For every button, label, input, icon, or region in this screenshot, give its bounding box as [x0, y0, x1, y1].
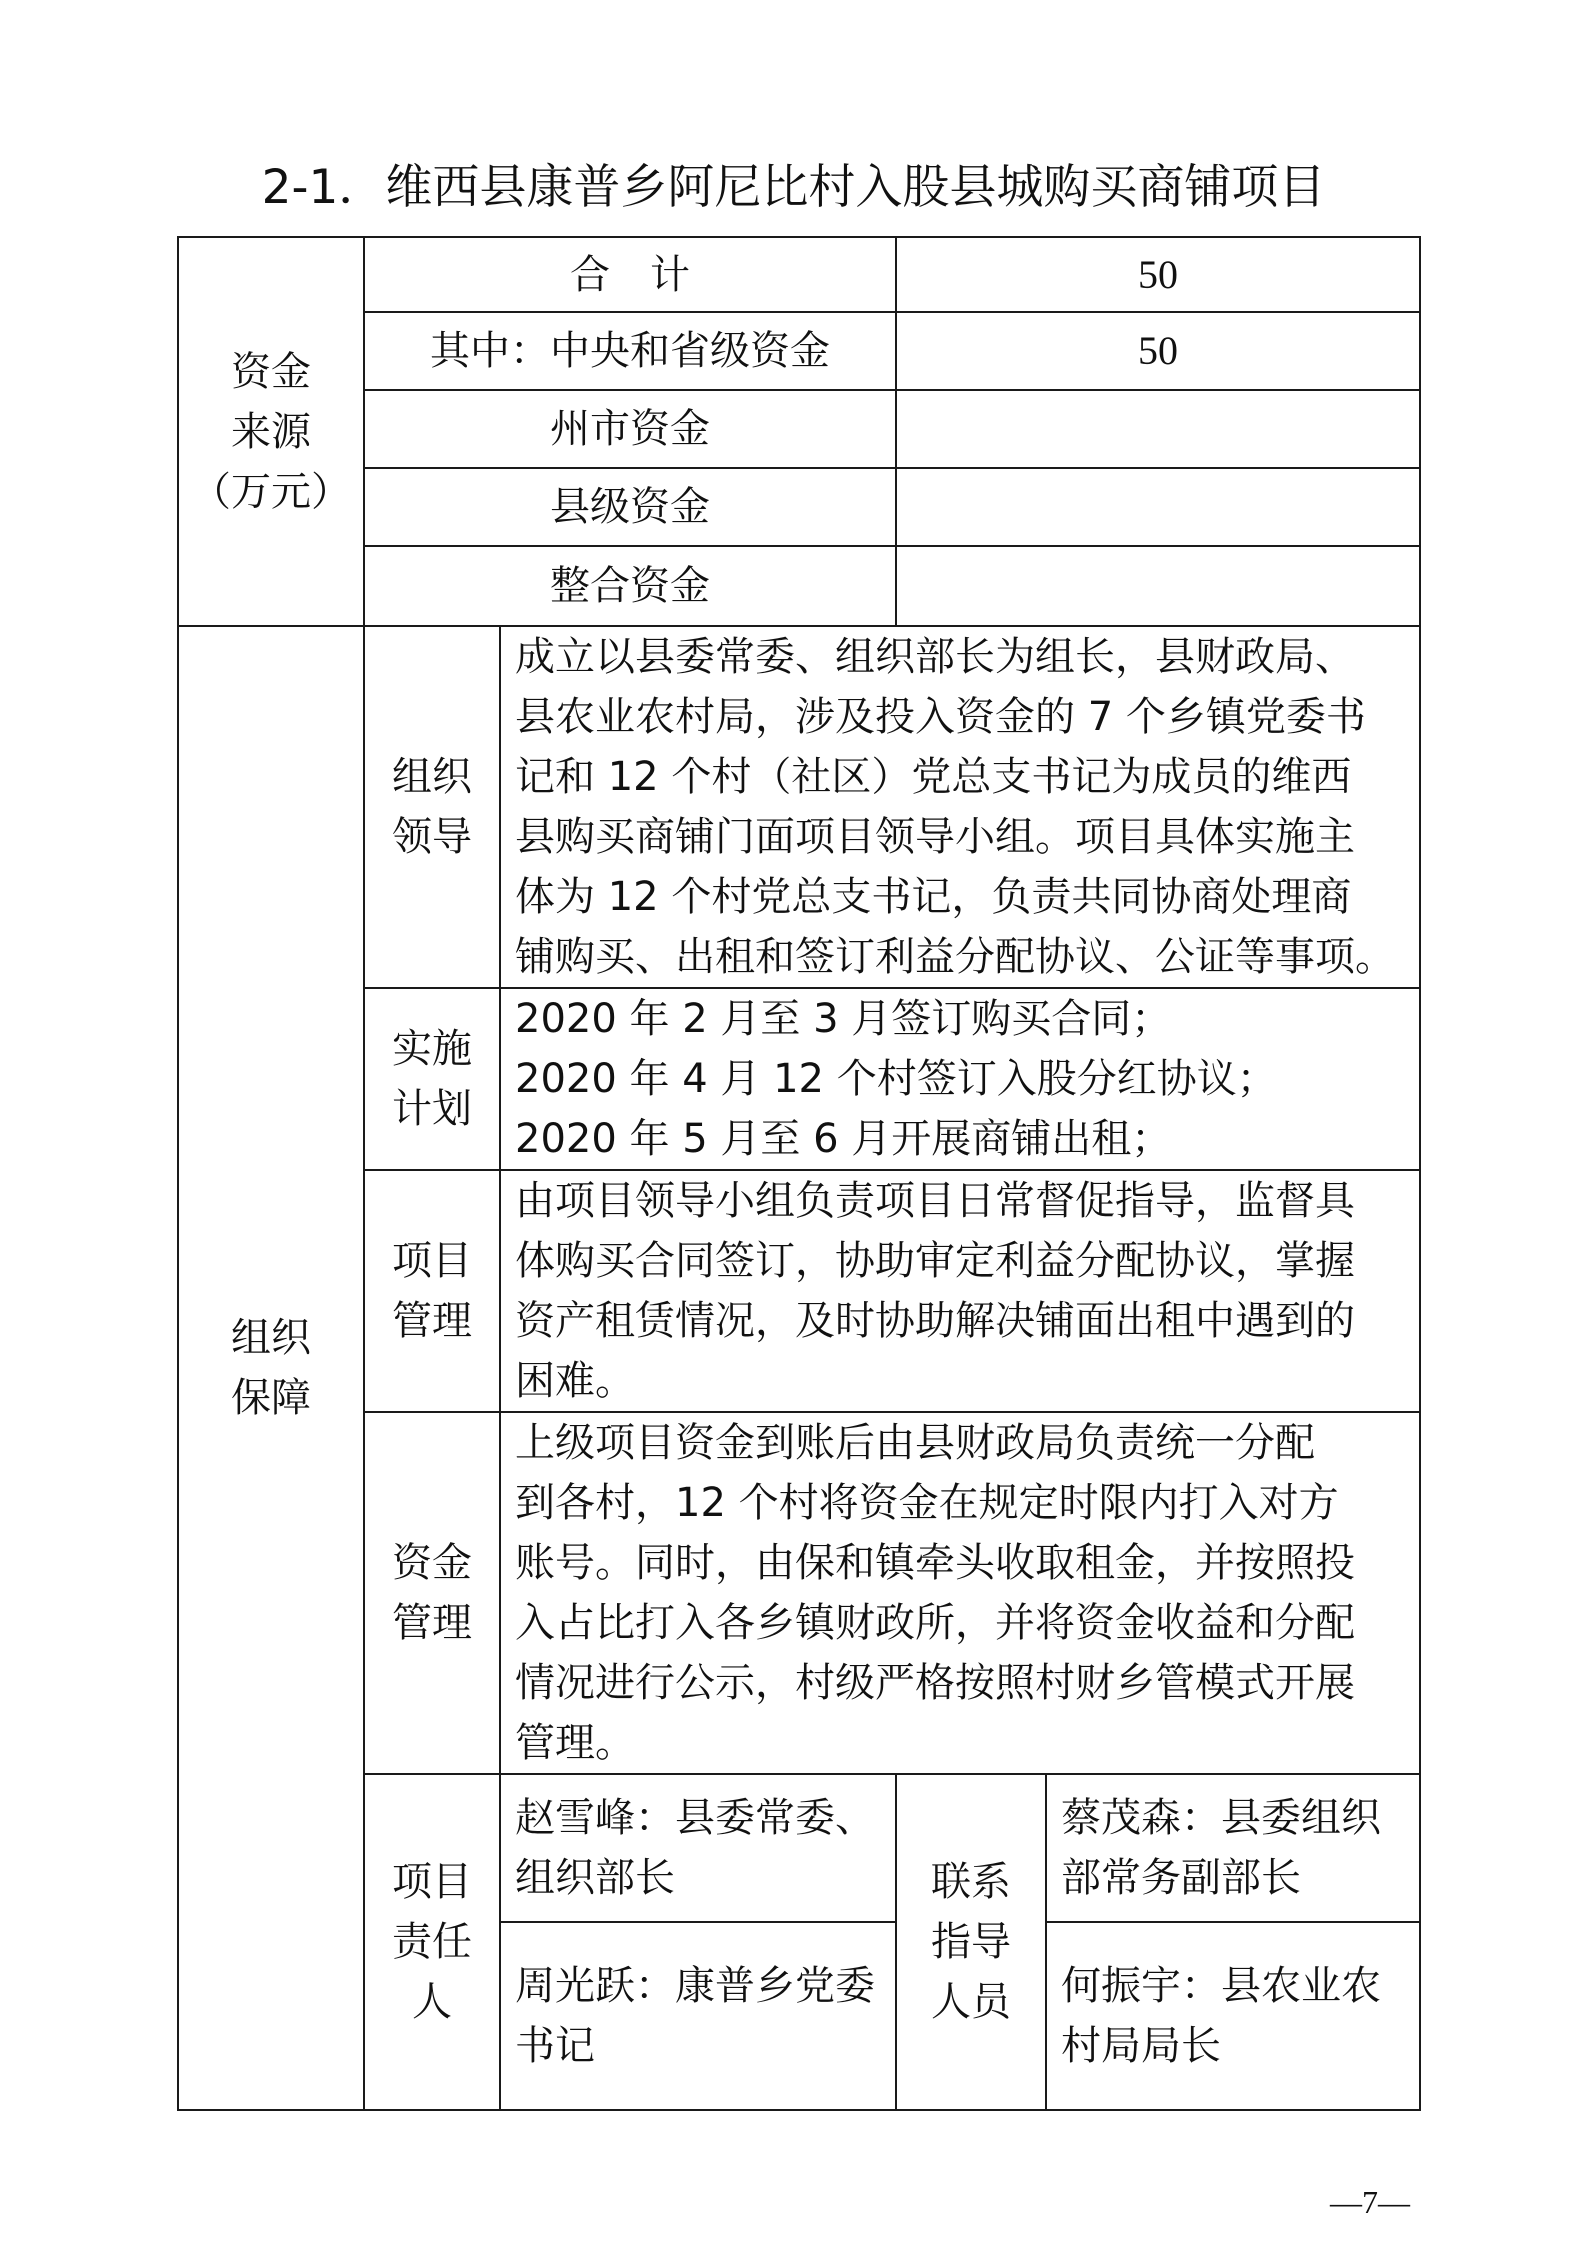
responsible-row-1: [178, 1774, 1420, 1922]
funding-row-central: [178, 312, 1420, 390]
funding-row-value: 50: [896, 312, 1420, 390]
contact-person: 蔡茂森：县委组织 部常务副部长: [1046, 1774, 1420, 1922]
funding-row-total: [178, 237, 1420, 312]
contact-label: 联系 指导 人员: [896, 1774, 1046, 2110]
leadership-row: [178, 626, 1420, 988]
plan-text: 2020 年 2 月至 3 月签订购买合同； 2020 年 4 月 12 个村签订入股分红协议； 2020 年 5 月至 6 月开展商铺出租；: [500, 988, 1420, 1170]
project-mgmt-label: 项目 管理: [364, 1170, 500, 1412]
funding-row-label: 其中：中央和省级资金: [364, 312, 896, 390]
plan-row: [178, 988, 1420, 1170]
plan-label: 实施 计划: [364, 988, 500, 1170]
funding-row-label: 县级资金: [364, 468, 896, 546]
fund-mgmt-label: 资金 管理: [364, 1412, 500, 1774]
funding-row-integrated: [178, 546, 1420, 626]
funding-label: 资金 来源 （万元）: [178, 237, 364, 626]
project-mgmt-row: [178, 1170, 1420, 1412]
fund-mgmt-text: 上级项目资金到账后由县财政局负责统一分配 到各村，12 个村将资金在规定时限内打入对方 账号。同时，由保和镇牵头收取租金，并按照投 入占比打入各乡镇财政所，并将资金收益和分配 情况进行公示，村级严格按照村财乡管模式开展 管理。: [500, 1412, 1420, 1774]
leadership-text: 成立以县委常委、组织部长为组长，县财政局、 县农业农村局，涉及投入资金的 7 个乡镇党委书 记和 12 个村（社区）党总支书记为成员的维西 县购买商铺门面项目领导小组。项目具体实施主 体为 12 个村党总支书记，负责共同协商处理商 铺购买、出租和签订利益分配协议、公证等事项。: [500, 626, 1420, 988]
funding-row-label: 州市资金: [364, 390, 896, 468]
page-number: —7—: [1330, 2184, 1410, 2220]
fund-mgmt-row: [178, 1412, 1420, 1774]
funding-row-value: [896, 390, 1420, 468]
funding-row-value: [896, 468, 1420, 546]
funding-row-county: [178, 468, 1420, 546]
responsible-person: 周光跃：康普乡党委 书记: [500, 1922, 896, 2110]
project-mgmt-text: 由项目领导小组负责项目日常督促指导，监督具 体购买合同签订，协助审定利益分配协议，掌握 资产租赁情况，及时协助解决铺面出租中遇到的 困难。: [500, 1170, 1420, 1412]
funding-row-label: 合 计: [364, 237, 896, 312]
contact-person: 何振宇：县农业农 村局局长: [1046, 1922, 1420, 2110]
guarantee-label: 组织 保障: [178, 626, 364, 2110]
funding-row-prefecture: [178, 390, 1420, 468]
page-title: 2-1．维西县康普乡阿尼比村入股县城购买商铺项目: [261, 160, 1326, 215]
funding-row-value: 50: [896, 237, 1420, 312]
funding-row-value: [896, 546, 1420, 626]
responsible-person: 赵雪峰：县委常委、 组织部长: [500, 1774, 896, 1922]
leadership-label: 组织 领导: [364, 626, 500, 988]
funding-row-label: 整合资金: [364, 546, 896, 626]
project-table: [177, 236, 1421, 2111]
responsible-label: 项目 责任 人: [364, 1774, 500, 2110]
